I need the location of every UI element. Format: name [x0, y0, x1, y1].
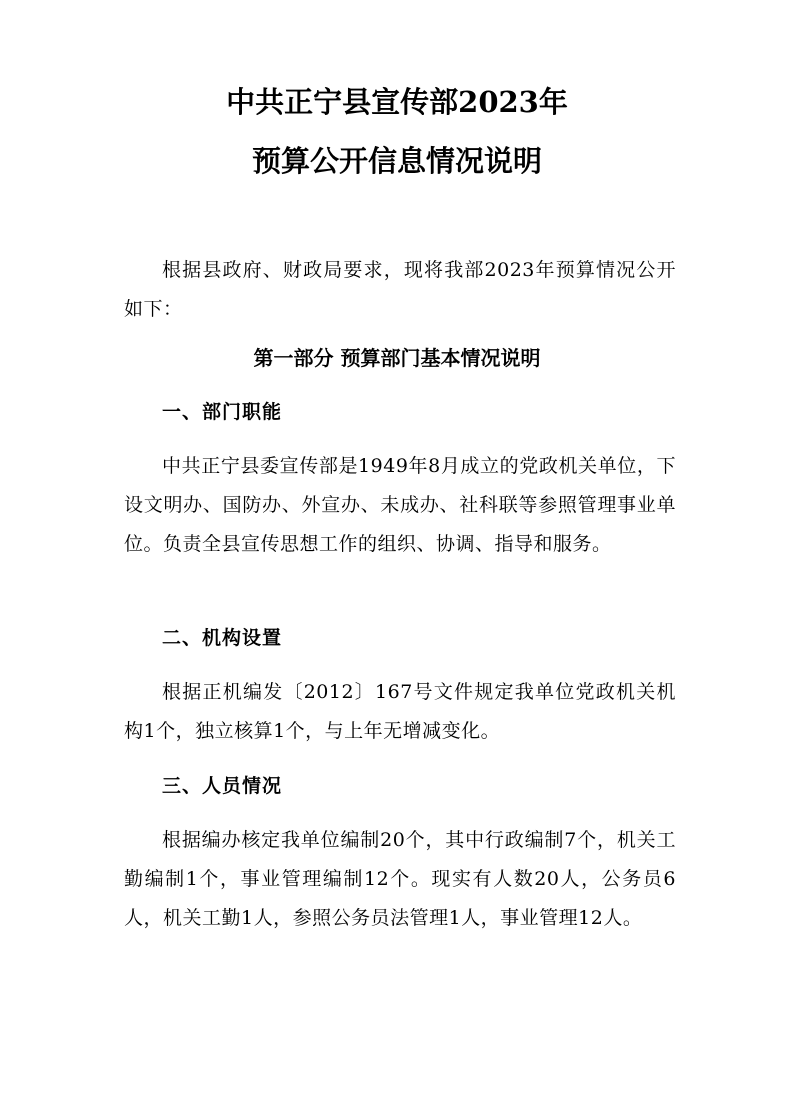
document-title-line-1: 中共正宁县宣传部2023年: [226, 85, 568, 119]
section-2-body: 根据正机编发〔2012〕167号文件规定我单位党政机关机构1个，独立核算1个，与上年无增减变化。: [124, 681, 676, 742]
document-title-line-2: 预算公开信息情况说明: [251, 144, 542, 178]
intro-paragraph: 根据县政府、财政局要求，现将我部2023年预算情况公开如下：: [124, 259, 676, 320]
section-3-body: 根据编办核定我单位编制20个，其中行政编制7个，机关工勤编制1个，事业管理编制12个。现实有人数20人，公务员6人，机关工勤1人，参照公务员法管理1人，事业管理12人。: [124, 829, 676, 929]
section-1-body: 中共正宁县委宣传部是1949年8月成立的党政机关单位，下设文明办、国防办、外宣办、未成办、社科联等参照管理事业单位。负责全县宣传思想工作的组织、协调、指导和服务。: [124, 455, 676, 555]
section-2-heading: 二、机构设置: [162, 627, 283, 649]
section-3-heading: 三、人员情况: [162, 775, 283, 797]
section-1-heading: 一、部门职能: [162, 401, 283, 423]
part-1-title: 第一部分 预算部门基本情况说明: [253, 346, 541, 370]
